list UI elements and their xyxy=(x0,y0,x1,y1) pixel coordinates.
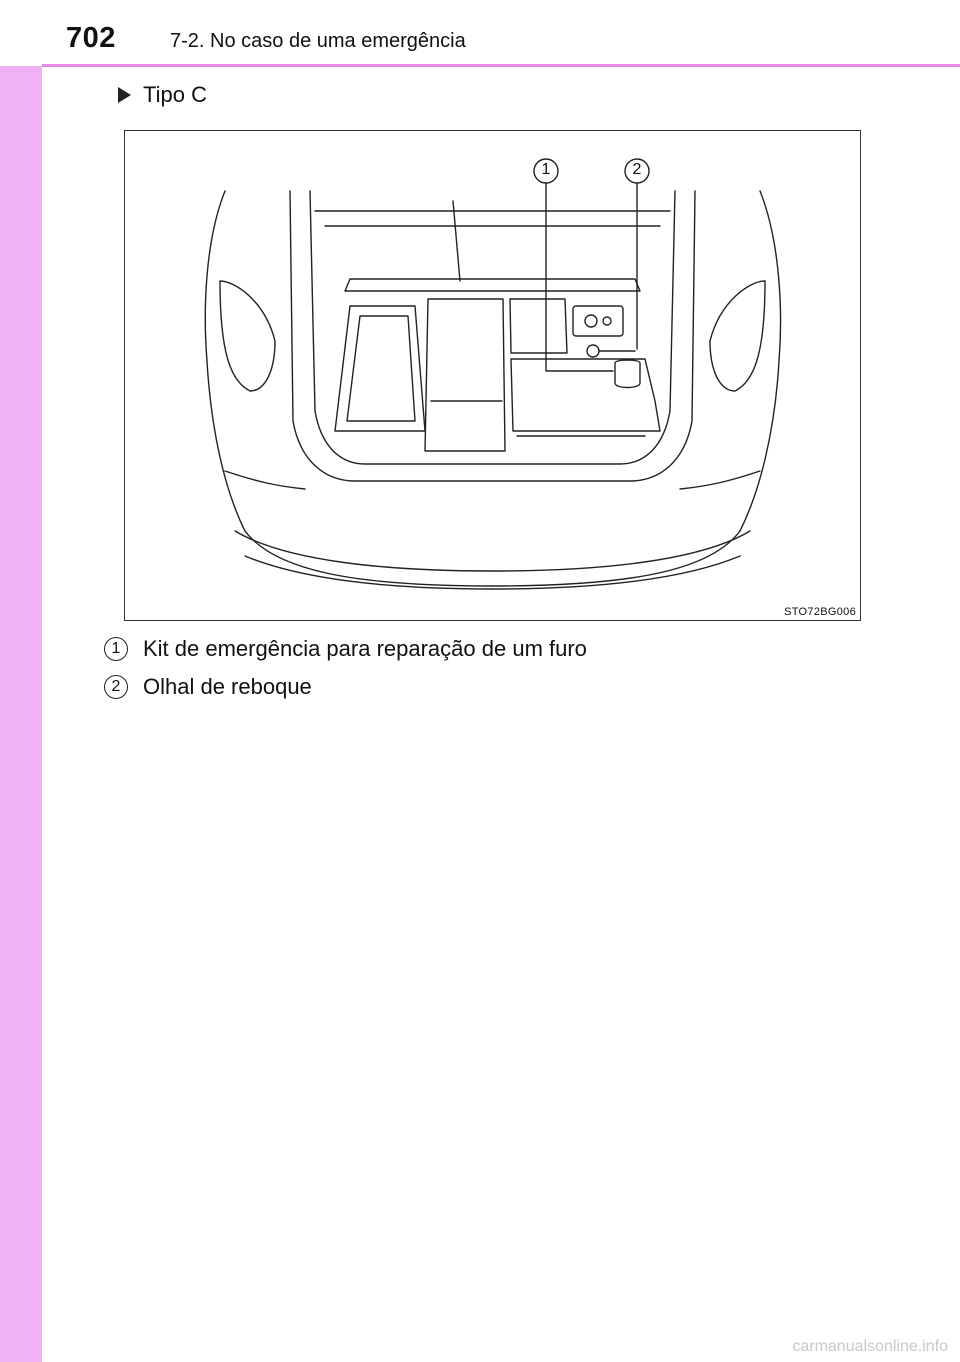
legend-number-circle: 1 xyxy=(104,637,128,661)
type-label: Tipo C xyxy=(143,82,207,107)
trunk-illustration xyxy=(124,130,861,621)
legend-item-2 xyxy=(104,674,312,700)
side-band xyxy=(0,0,42,1362)
figure-callout-1: 1 xyxy=(541,161,551,178)
trunk-drawing xyxy=(125,131,860,620)
page-number: 702 xyxy=(66,22,116,54)
type-heading xyxy=(118,82,207,108)
figure-code: STO72BG006 xyxy=(784,606,856,618)
legend-text: Olhal de reboque xyxy=(143,674,312,699)
legend-number-circle: 2 xyxy=(104,675,128,699)
legend-text: Kit de emergência para reparação de um furo xyxy=(143,636,587,661)
watermark: carmanualsonline.info xyxy=(792,1338,948,1355)
legend-item-1 xyxy=(104,636,587,662)
section-title: 7-2. No caso de uma emergência xyxy=(170,30,466,52)
triangle-bullet-icon xyxy=(118,87,131,103)
figure-callout-2: 2 xyxy=(632,161,642,178)
header-rule xyxy=(42,64,960,67)
header-band xyxy=(0,0,960,66)
